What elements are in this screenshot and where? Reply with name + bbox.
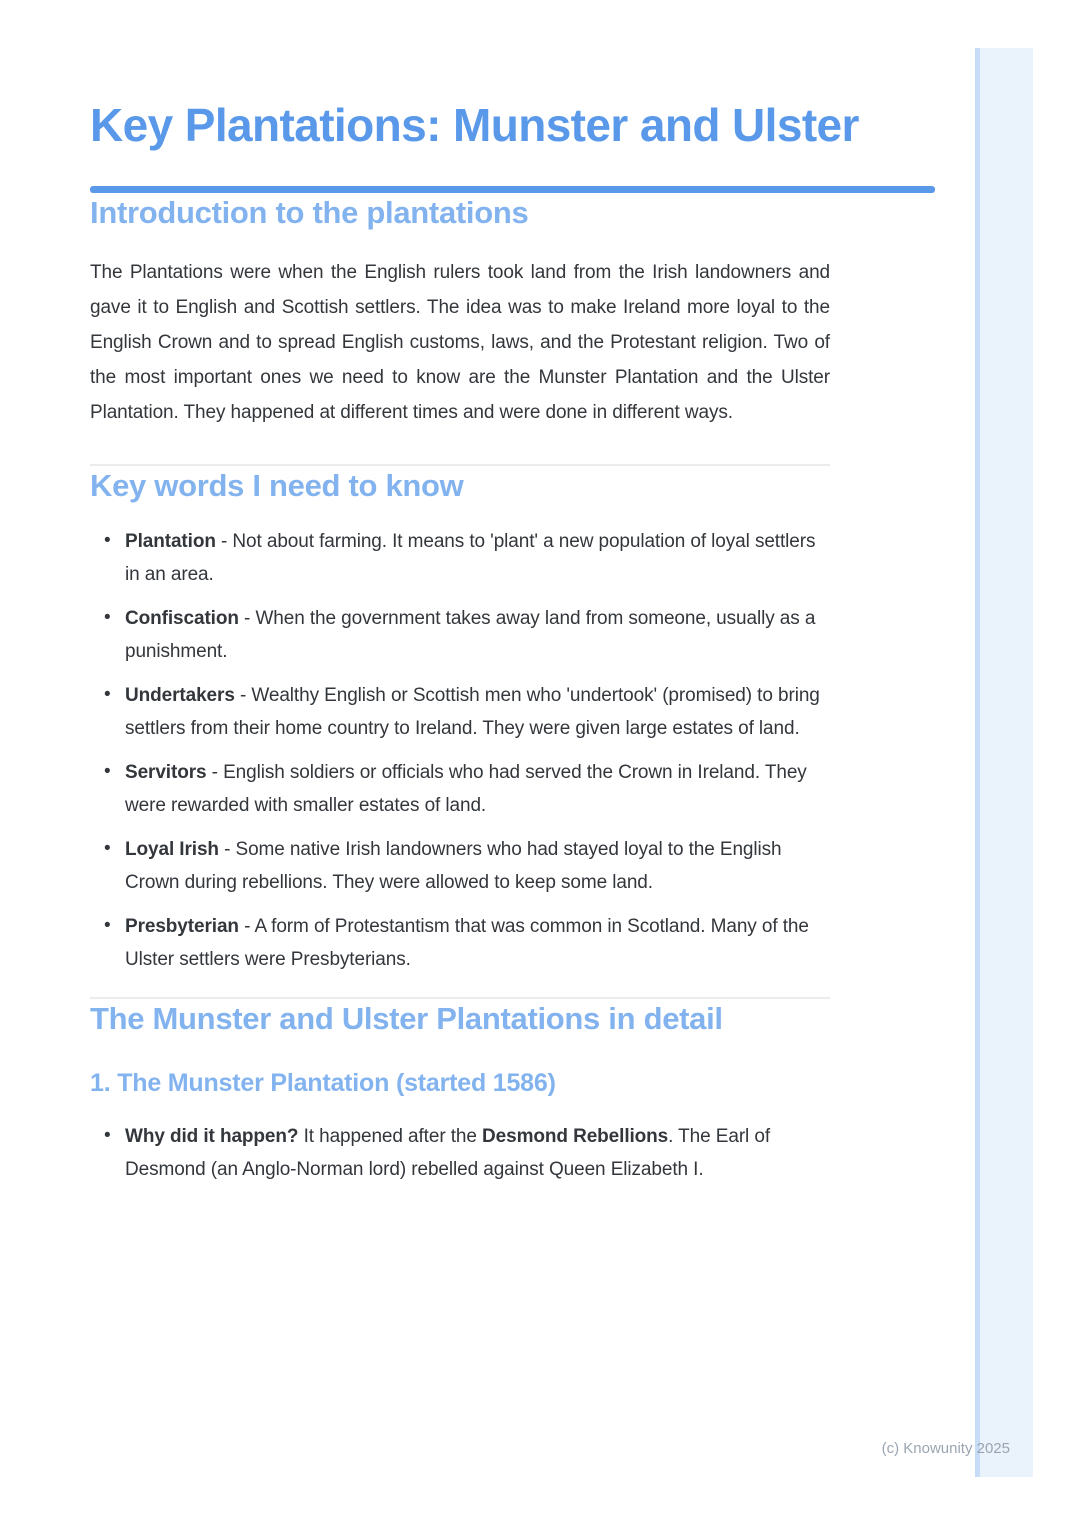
text-segment: . The Earl of Desmond (an Anglo-Norman lord) rebelled against Queen Elizabeth I. xyxy=(125,1126,771,1180)
text-segment: - Not about farming. It means to 'plant' a new population of loyal settlers in an area. xyxy=(125,531,816,585)
subsection-heading-munster: 1. The Munster Plantation (started 1586) xyxy=(90,1069,556,1097)
bold-term: Servitors xyxy=(125,762,207,783)
munster-list xyxy=(90,1120,830,1186)
list-item xyxy=(125,602,830,668)
title-underline-rule xyxy=(90,186,935,193)
list-item xyxy=(125,1120,830,1186)
list-item xyxy=(125,679,830,745)
section-heading-keywords: Key words I need to know xyxy=(90,468,464,503)
list-item xyxy=(125,833,830,899)
introduction-paragraph: The Plantations were when the English rulers took land from the Irish landowners and gave it to English and Scottish settlers. The idea was to make Ireland more loyal to the English Crown and to spread English customs, laws, and the Protestant religion. Two of the most important ones we need to know are the Munster Plantation and the Ulster Plantation. They happened at different times and were done in different ways. xyxy=(90,262,830,423)
document-content xyxy=(90,0,935,1197)
bold-term: Loyal Irish xyxy=(125,839,219,860)
text-segment: - English soldiers or officials who had served the Crown in Ireland. They were rewarded with smaller estates of land. xyxy=(125,762,807,816)
bold-term: Presbyterian xyxy=(125,916,239,937)
text-segment: - Some native Irish landowners who had stayed loyal to the English Crown during rebellions. They were allowed to keep some land. xyxy=(125,839,782,893)
bold-term: Undertakers xyxy=(125,685,235,706)
bold-term: Desmond Rebellions xyxy=(482,1126,669,1147)
text-segment: - A form of Protestantism that was common in Scotland. Many of the Ulster settlers were Presbyterians. xyxy=(125,916,809,970)
page-title: Key Plantations: Munster and Ulster xyxy=(90,99,859,151)
text-segment: - When the government takes away land from someone, usually as a punishment. xyxy=(125,608,816,662)
section-heading-detail: The Munster and Ulster Plantations in detail xyxy=(90,1001,723,1036)
list-item xyxy=(125,525,830,591)
bold-term: Why did it happen? xyxy=(125,1126,299,1147)
keywords-list xyxy=(90,525,830,976)
bold-term: Plantation xyxy=(125,531,216,552)
list-item xyxy=(125,910,830,976)
text-segment: It happened after the xyxy=(298,1126,483,1147)
bold-term: Confiscation xyxy=(125,608,239,629)
text-segment: - Wealthy English or Scottish men who 'undertook' (promised) to bring settlers from their home country to Ireland. They were given large estates of land. xyxy=(125,685,820,739)
right-edge-strip xyxy=(975,48,1033,1477)
list-item xyxy=(125,756,830,822)
section-heading-introduction: Introduction to the plantations xyxy=(90,195,529,230)
copyright-footer: (c) Knowunity 2025 xyxy=(881,1440,1010,1457)
